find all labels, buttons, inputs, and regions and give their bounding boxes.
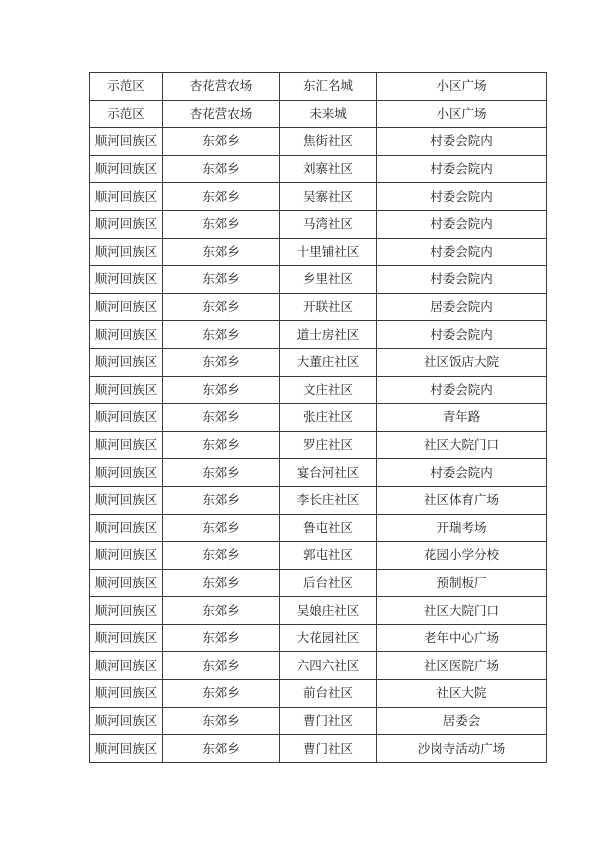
location-cell: 开瑞考场 xyxy=(377,514,547,542)
district-cell: 顺河回族区 xyxy=(90,266,163,294)
community-cell: 前台社区 xyxy=(280,680,377,708)
township-cell: 东郊乡 xyxy=(163,431,280,459)
district-cell: 顺河回族区 xyxy=(90,707,163,735)
community-cell: 马湾社区 xyxy=(280,210,377,238)
table-row xyxy=(90,210,547,238)
district-cell: 顺河回族区 xyxy=(90,293,163,321)
location-cell: 社区大院 xyxy=(377,680,547,708)
district-cell: 顺河回族区 xyxy=(90,155,163,183)
table-row xyxy=(90,266,547,294)
location-cell: 村委会院内 xyxy=(377,183,547,211)
table-row xyxy=(90,486,547,514)
community-cell: 吴娘庄社区 xyxy=(280,597,377,625)
community-cell: 文庄社区 xyxy=(280,376,377,404)
location-cell: 居委会院内 xyxy=(377,293,547,321)
community-cell: 十里铺社区 xyxy=(280,238,377,266)
community-cell: 道士房社区 xyxy=(280,321,377,349)
table-row xyxy=(90,183,547,211)
table-row xyxy=(90,238,547,266)
community-cell: 曹门社区 xyxy=(280,735,377,763)
location-cell: 小区广场 xyxy=(377,73,547,101)
table-row xyxy=(90,652,547,680)
community-cell: 未来城 xyxy=(280,100,377,128)
location-table-body xyxy=(90,73,547,763)
table-row xyxy=(90,542,547,570)
location-cell: 沙岗寺活动广场 xyxy=(377,735,547,763)
township-cell: 东郊乡 xyxy=(163,597,280,625)
table-row xyxy=(90,707,547,735)
table-row xyxy=(90,155,547,183)
location-cell: 居委会 xyxy=(377,707,547,735)
township-cell: 东郊乡 xyxy=(163,183,280,211)
district-cell: 示范区 xyxy=(90,73,163,101)
table-row xyxy=(90,376,547,404)
community-cell: 刘寨社区 xyxy=(280,155,377,183)
district-cell: 顺河回族区 xyxy=(90,376,163,404)
community-cell: 东汇名城 xyxy=(280,73,377,101)
location-cell: 小区广场 xyxy=(377,100,547,128)
community-cell: 鲁屯社区 xyxy=(280,514,377,542)
township-cell: 东郊乡 xyxy=(163,404,280,432)
community-cell: 乡里社区 xyxy=(280,266,377,294)
table-row xyxy=(90,514,547,542)
township-cell: 东郊乡 xyxy=(163,293,280,321)
district-cell: 顺河回族区 xyxy=(90,680,163,708)
table-row xyxy=(90,680,547,708)
township-cell: 东郊乡 xyxy=(163,321,280,349)
location-cell: 村委会院内 xyxy=(377,266,547,294)
district-cell: 示范区 xyxy=(90,100,163,128)
township-cell: 东郊乡 xyxy=(163,652,280,680)
district-cell: 顺河回族区 xyxy=(90,569,163,597)
township-cell: 东郊乡 xyxy=(163,680,280,708)
township-cell: 杏花营农场 xyxy=(163,100,280,128)
township-cell: 东郊乡 xyxy=(163,210,280,238)
township-cell: 东郊乡 xyxy=(163,735,280,763)
table-row xyxy=(90,597,547,625)
township-cell: 东郊乡 xyxy=(163,486,280,514)
community-cell: 李长庄社区 xyxy=(280,486,377,514)
community-cell: 开联社区 xyxy=(280,293,377,321)
location-table xyxy=(89,72,547,763)
community-cell: 曹门社区 xyxy=(280,707,377,735)
district-cell: 顺河回族区 xyxy=(90,542,163,570)
district-cell: 顺河回族区 xyxy=(90,210,163,238)
location-cell: 青年路 xyxy=(377,404,547,432)
location-cell: 村委会院内 xyxy=(377,459,547,487)
location-cell: 村委会院内 xyxy=(377,155,547,183)
district-cell: 顺河回族区 xyxy=(90,514,163,542)
community-cell: 张庄社区 xyxy=(280,404,377,432)
table-row xyxy=(90,404,547,432)
location-cell: 村委会院内 xyxy=(377,376,547,404)
district-cell: 顺河回族区 xyxy=(90,404,163,432)
table-row xyxy=(90,73,547,101)
community-cell: 大花园社区 xyxy=(280,624,377,652)
district-cell: 顺河回族区 xyxy=(90,597,163,625)
table-row xyxy=(90,128,547,156)
township-cell: 东郊乡 xyxy=(163,155,280,183)
township-cell: 东郊乡 xyxy=(163,238,280,266)
community-cell: 吴寨社区 xyxy=(280,183,377,211)
district-cell: 顺河回族区 xyxy=(90,348,163,376)
location-cell: 社区体育广场 xyxy=(377,486,547,514)
location-cell: 社区饭店大院 xyxy=(377,348,547,376)
community-cell: 宴台河社区 xyxy=(280,459,377,487)
location-cell: 村委会院内 xyxy=(377,238,547,266)
table-row xyxy=(90,624,547,652)
table-row xyxy=(90,431,547,459)
table-row xyxy=(90,569,547,597)
community-cell: 大董庄社区 xyxy=(280,348,377,376)
township-cell: 东郊乡 xyxy=(163,459,280,487)
location-cell: 村委会院内 xyxy=(377,210,547,238)
community-cell: 罗庄社区 xyxy=(280,431,377,459)
township-cell: 东郊乡 xyxy=(163,128,280,156)
township-cell: 东郊乡 xyxy=(163,624,280,652)
table-row xyxy=(90,459,547,487)
table-row xyxy=(90,293,547,321)
district-cell: 顺河回族区 xyxy=(90,183,163,211)
district-cell: 顺河回族区 xyxy=(90,652,163,680)
township-cell: 东郊乡 xyxy=(163,514,280,542)
township-cell: 东郊乡 xyxy=(163,707,280,735)
location-cell: 社区医院广场 xyxy=(377,652,547,680)
district-cell: 顺河回族区 xyxy=(90,624,163,652)
table-row xyxy=(90,321,547,349)
district-cell: 顺河回族区 xyxy=(90,459,163,487)
location-cell: 老年中心广场 xyxy=(377,624,547,652)
location-cell: 社区大院门口 xyxy=(377,431,547,459)
table-row xyxy=(90,348,547,376)
location-cell: 村委会院内 xyxy=(377,128,547,156)
table-row xyxy=(90,100,547,128)
location-cell: 花园小学分校 xyxy=(377,542,547,570)
district-cell: 顺河回族区 xyxy=(90,735,163,763)
district-cell: 顺河回族区 xyxy=(90,321,163,349)
district-cell: 顺河回族区 xyxy=(90,486,163,514)
table-row xyxy=(90,735,547,763)
location-cell: 社区大院门口 xyxy=(377,597,547,625)
district-cell: 顺河回族区 xyxy=(90,431,163,459)
community-cell: 六四六社区 xyxy=(280,652,377,680)
township-cell: 东郊乡 xyxy=(163,376,280,404)
community-cell: 郭屯社区 xyxy=(280,542,377,570)
township-cell: 东郊乡 xyxy=(163,569,280,597)
community-cell: 后台社区 xyxy=(280,569,377,597)
township-cell: 东郊乡 xyxy=(163,542,280,570)
township-cell: 杏花营农场 xyxy=(163,73,280,101)
location-cell: 村委会院内 xyxy=(377,321,547,349)
location-cell: 预制板厂 xyxy=(377,569,547,597)
township-cell: 东郊乡 xyxy=(163,266,280,294)
district-cell: 顺河回族区 xyxy=(90,128,163,156)
district-cell: 顺河回族区 xyxy=(90,238,163,266)
community-cell: 焦街社区 xyxy=(280,128,377,156)
township-cell: 东郊乡 xyxy=(163,348,280,376)
